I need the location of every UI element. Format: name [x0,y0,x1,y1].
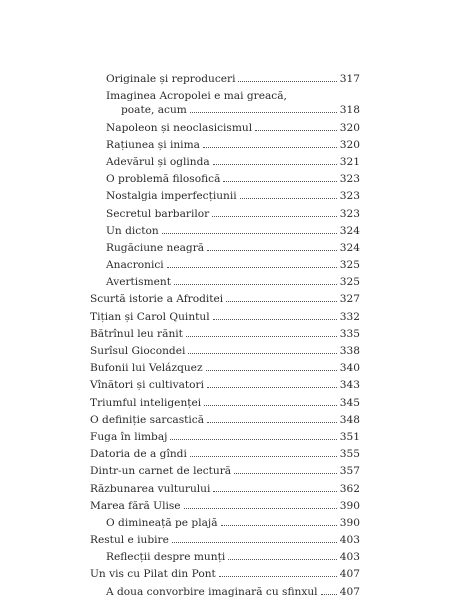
toc-dot-leader [223,181,336,182]
toc-entry-page: 327 [339,293,360,306]
toc-dot-leader [321,594,337,595]
toc-entry [90,116,360,133]
toc-entry-page: 324 [339,241,360,254]
toc-dot-leader [203,147,337,148]
toc-entry-title: Originale și reproduceri [106,73,236,86]
toc-entry [90,546,360,563]
toc-entry-page: 325 [339,276,360,289]
toc-entry-page: 318 [339,104,360,117]
toc-dot-leader [170,439,336,440]
toc-entry-page: 332 [339,310,360,323]
toc-entry-page: 343 [339,379,360,392]
toc-entry-page: 407 [339,585,360,598]
toc-entry [90,254,360,271]
toc-entry [90,85,360,116]
toc-entry-page: 323 [339,190,360,203]
toc-dot-leader [213,319,337,320]
toc-dot-leader [174,284,337,285]
toc-entry-title: Rugăciune neagră [106,241,205,254]
toc-entry [90,374,360,391]
toc-entry [90,237,360,254]
toc-entry-title: Bufonii lui Velázquez [90,362,203,375]
toc-entry-title: O problemă filosofică [106,173,221,186]
toc-dot-leader [226,301,337,302]
toc-entry [90,529,360,546]
toc-entry [90,305,360,322]
toc-entry-title: Datoria de a gîndi [90,448,187,461]
toc-entry-line-1 [106,85,360,102]
toc-entry [90,512,360,529]
toc-dot-leader [240,198,337,199]
toc-dot-leader [188,353,336,354]
toc-entry [90,220,360,237]
toc-entry [90,563,360,580]
toc-entry-title: Scurtă istorie a Afroditei [90,293,224,306]
toc-entry-title: Rațiunea și inima [106,138,200,151]
toc-entry [90,340,360,357]
toc-entry-title: Avertisment [106,276,172,289]
toc-entry-page: 320 [339,138,360,151]
toc-entry-title: Anacronici [106,259,164,272]
toc-entry-page: 407 [339,568,360,581]
toc-dot-leader [255,130,337,131]
toc-entry-title: Reflecții despre munți [106,551,226,564]
toc-entry [90,495,360,512]
toc-entry-page: 324 [339,224,360,237]
toc-dot-leader [207,250,337,251]
toc-entry [90,443,360,460]
toc-entry-title: Napoleon și neoclasicismul [106,121,253,134]
toc-entry-title-continued: poate, acum [121,104,187,117]
toc-entry-page: 345 [339,396,360,409]
toc-dot-leader [190,456,337,457]
toc-entry-page: 323 [339,173,360,186]
toc-entry-page: 320 [339,121,360,134]
toc-entry-page: 323 [339,207,360,220]
toc-entry [90,391,360,408]
toc-entry-page: 335 [339,327,360,340]
toc-entry-title: Triumful inteligenței [90,396,202,409]
toc-dot-leader [162,233,337,234]
toc-entry-title: Bătrînul leu rănit [90,327,183,340]
toc-dot-leader [186,336,337,337]
toc-entry [90,271,360,288]
toc-entry-title: O definiție sarcastică [90,413,205,426]
toc-dot-leader [167,267,337,268]
toc-entry [90,409,360,426]
toc-entry [90,68,360,85]
toc-entry-page: 390 [339,516,360,529]
toc-entry-page: 351 [339,430,360,443]
toc-entry-line-2 [106,102,360,116]
toc-dot-leader [213,164,337,165]
toc-entry-title: Tițian și Carol Quintul [90,310,210,323]
toc-entry-title: Restul e iubire [90,534,169,547]
toc-entry-page: 338 [339,345,360,357]
toc-entry [90,168,360,185]
toc-dot-leader [228,559,337,560]
toc-entry [90,323,360,340]
toc-entry-title: Marea fără Ulise [90,499,181,512]
toc-dot-leader [206,370,337,371]
toc-dot-leader [221,525,337,526]
toc-dot-leader [204,405,337,406]
toc-entry-page: 357 [339,465,360,478]
toc-entry-title: O dimineață pe plajă [106,516,218,529]
toc-dot-leader [207,387,337,388]
toc-entry-title: Imaginea Acropolei e mai greacă, [106,90,287,103]
toc-entry-page: 348 [339,413,360,426]
toc-entry-page: 325 [339,259,360,272]
toc-entry-page: 390 [339,499,360,512]
toc-entry [90,288,360,305]
toc-entry-page: 403 [339,551,360,564]
toc-dot-leader [212,216,337,217]
toc-dot-leader [238,81,336,82]
toc-entry-page: 321 [339,155,360,168]
toc-entry [90,151,360,168]
toc-entry-title: Dintr-un carnet de lectură [90,465,232,478]
toc-entry-title: Un dicton [106,224,159,237]
toc-entry-title: Surîsul Giocondei [90,345,186,357]
toc-entry [90,477,360,494]
toc-entry [90,426,360,443]
toc-entry-title: Nostalgia imperfecțiunii [106,190,237,203]
toc-entry [90,185,360,202]
toc-dot-leader [190,112,337,113]
toc-entry-title: Vînători și cultivatori [90,379,205,392]
toc-entry [90,357,360,374]
toc-entry [90,460,360,477]
toc-dot-leader [219,576,337,577]
toc-entry-title: Un vis cu Pilat din Pont [90,568,216,581]
toc-dot-leader [234,473,337,474]
toc-entry [90,202,360,219]
toc-entry-title: Răzbunarea vulturului [90,482,211,495]
toc-entry-page: 362 [339,482,360,495]
toc-entry-title: Adevărul și oglinda [106,155,210,168]
toc-entry-title: A doua convorbire imaginară cu sfinxul [106,585,318,598]
toc-entry [90,580,360,597]
toc-entry-title: Fuga în limbaj [90,430,168,443]
toc-dot-leader [213,491,336,492]
toc-entry-title: Secretul barbarilor [106,207,210,220]
table-of-contents [90,68,360,598]
toc-dot-leader [207,422,337,423]
toc-entry-page: 355 [339,448,360,461]
toc-entry-page: 403 [339,534,360,547]
toc-dot-leader [172,542,337,543]
toc-dot-leader [184,508,337,509]
toc-entry [90,134,360,151]
toc-entry-page: 317 [339,73,360,86]
toc-entry-page: 340 [339,362,360,375]
